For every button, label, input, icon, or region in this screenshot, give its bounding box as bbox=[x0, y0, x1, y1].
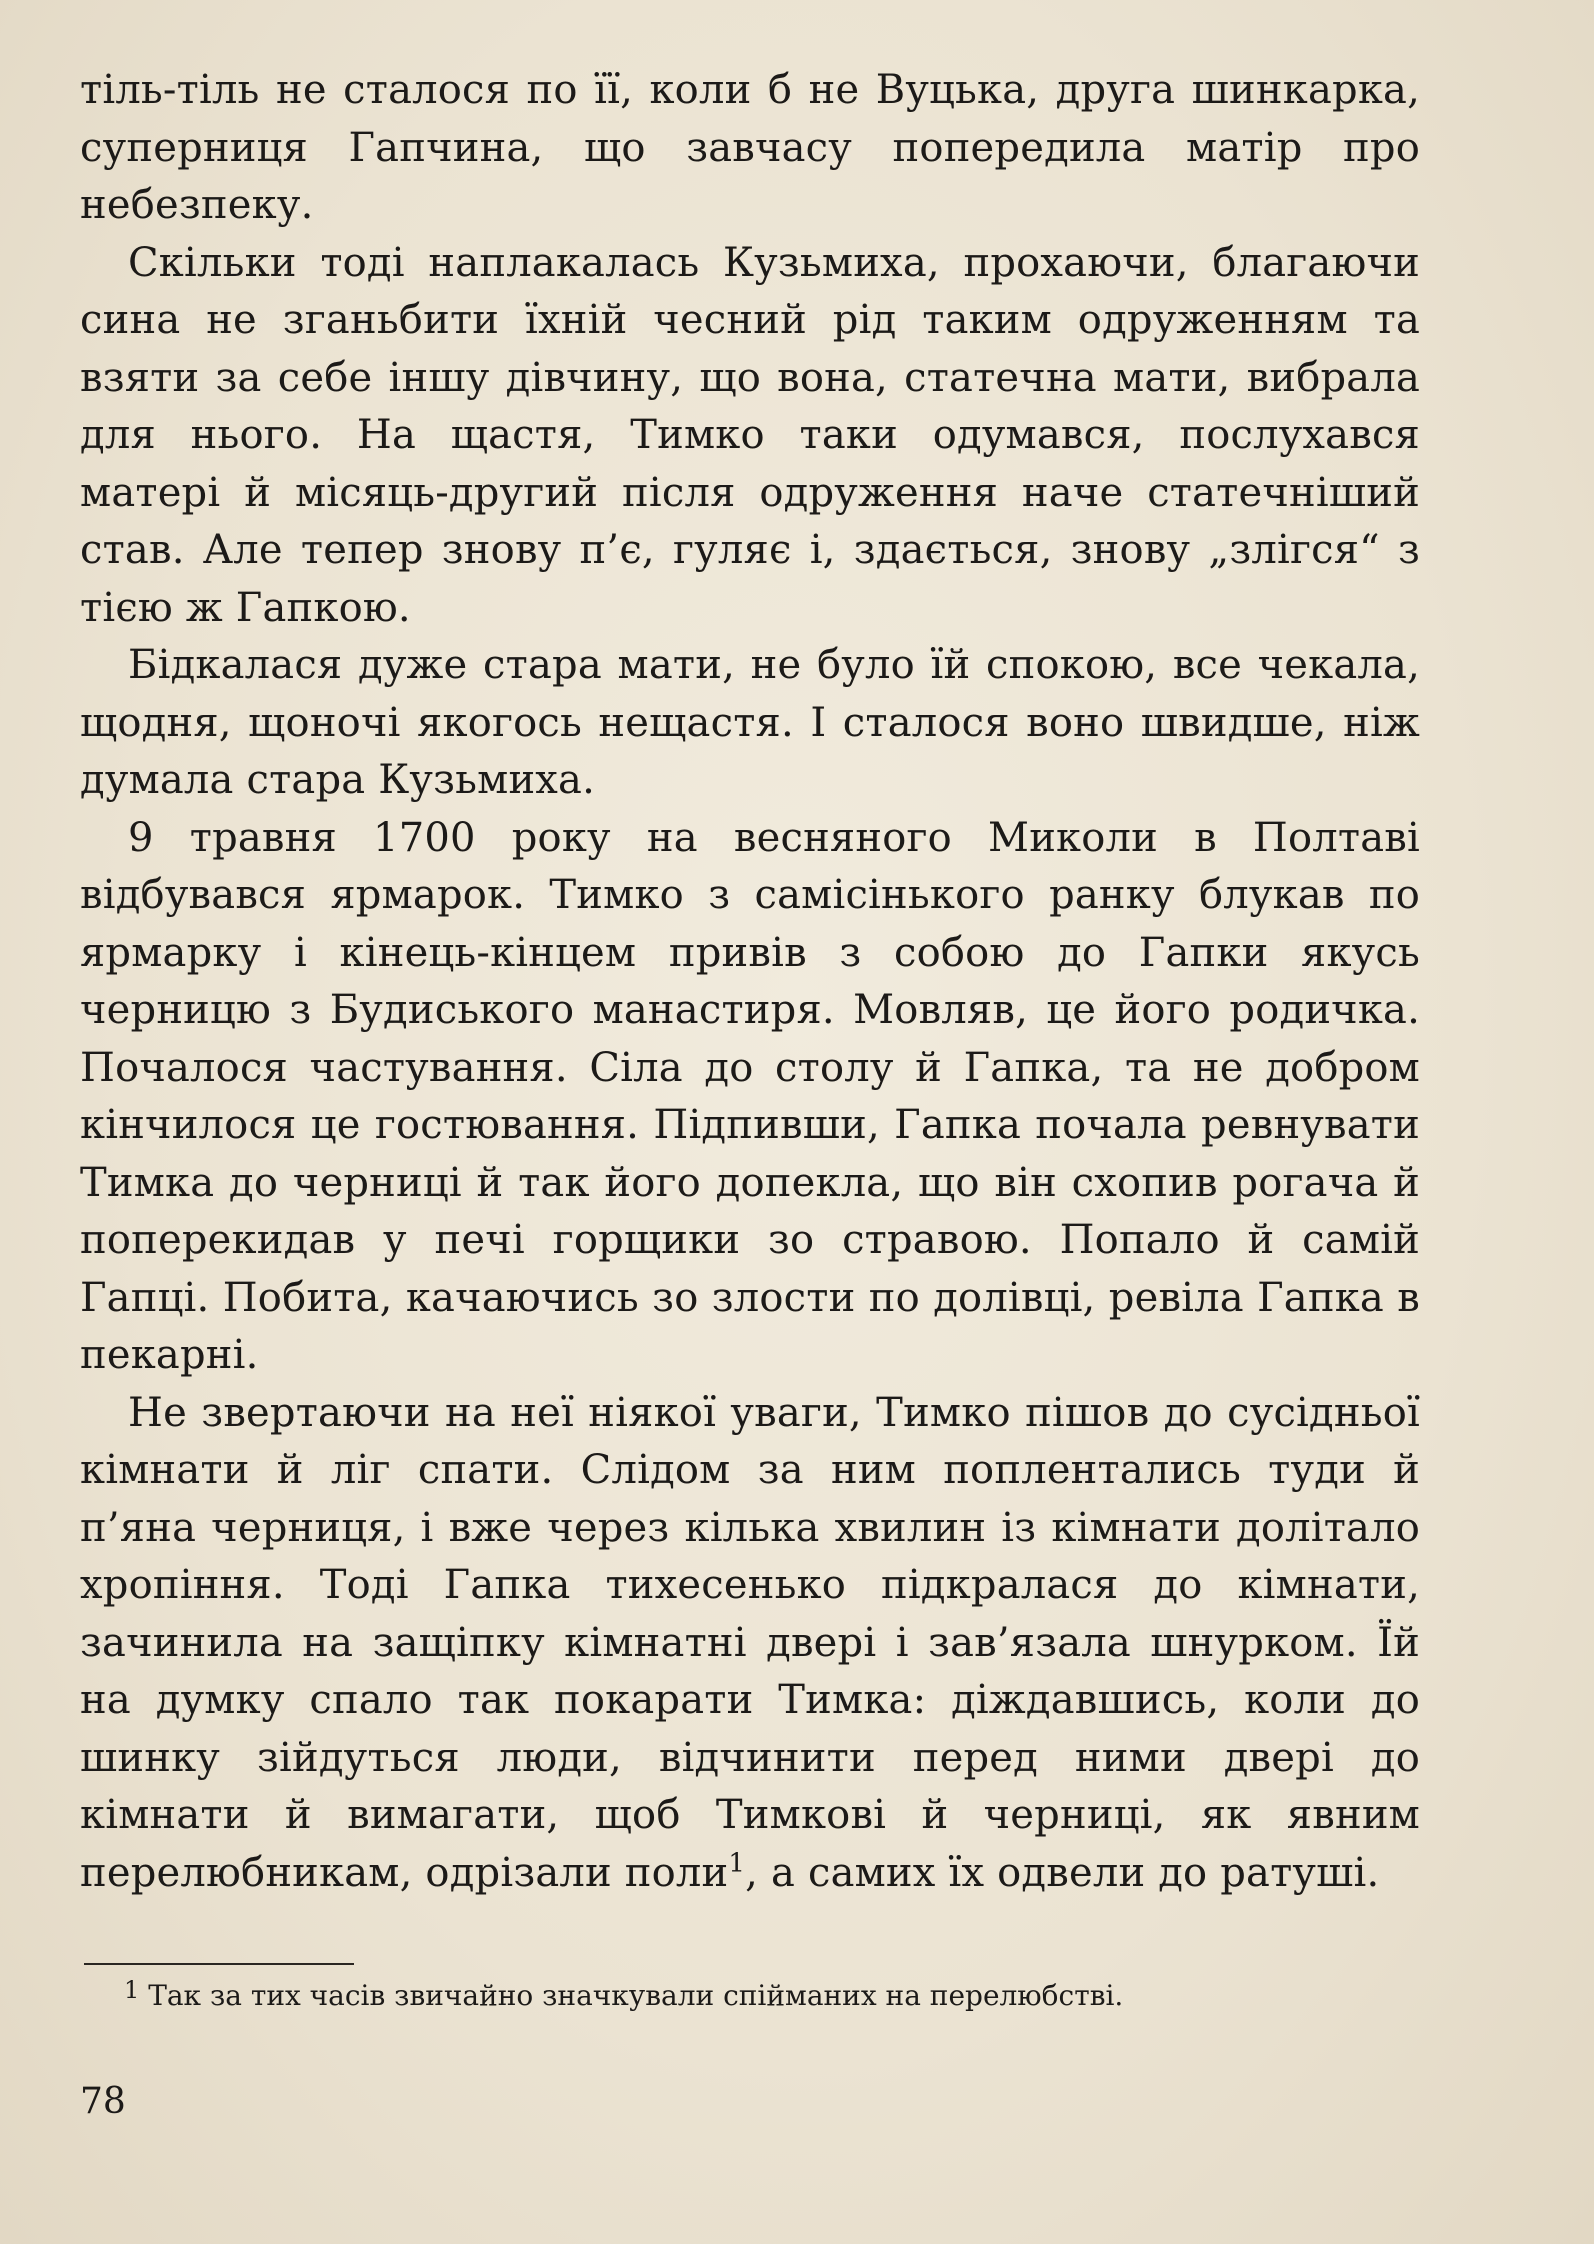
paragraph-5-text: Не звертаючи на неї ніякої уваги, Тимко пішов до сусідньої кімнати й ліг спати. Слідом за ним поплентались туди й п’яна черниця, і вже через кілька хвилин із кімнати долітало хропіння. Тоді Гапка тихесенько підкралася до кімнати, зачинила на защіпку кімнатні двері і зав’язала шнурком. Їй на думку спало так покарати Тимка: діждавшись, коли до шинку зійдуться люди, відчинити перед ними двері до кімнати й вимагати, щоб Тимкові й черниці, як явним перелюбникам, одрізали поли bbox=[80, 1389, 1420, 1896]
main-text bbox=[80, 62, 1420, 1902]
footnote-text: Так за тих часів звичайно значкували спійманих на перелюбстві. bbox=[148, 1979, 1124, 2012]
page-number: 78 bbox=[80, 2081, 126, 2122]
footnote-reference: 1 bbox=[728, 1848, 746, 1879]
paragraph-4: 9 травня 1700 року на весняного Миколи в Полтаві відбувався ярмарок. Тимко з самісінького ранку блукав по ярмарку і кінець-кінцем привів з собою до Гапки якусь черницю з Будиського манастиря. Мовляв, це його родичка. Почалося частування. Сіла до столу й Гапка, та не добром кінчилося це гостювання. Підпивши, Гапка почала ревнувати Тимка до черниці й так його допекла, що він схопив рогача й поперекидав у печі горщики зо стравою. Попало й самій Гапці. Побита, качаючись зо злости по долівці, ревіла Гапка в пекарні. bbox=[80, 814, 1420, 1378]
footnote bbox=[80, 1975, 1420, 2017]
footnote-mark: 1 bbox=[124, 1975, 140, 2004]
paragraph-5-tail: , а самих їх одвели до ратуші. bbox=[745, 1849, 1380, 1896]
footnote-divider bbox=[84, 1963, 354, 1965]
paragraph-5 bbox=[80, 1385, 1420, 1903]
paragraph-1: тіль-тіль не сталося по її, коли б не Вуцька, друга шинкарка, суперниця Гапчина, що завчасу попередила матір про небезпеку. bbox=[80, 67, 1420, 228]
paragraph-3: Бідкалася дуже стара мати, не було їй спокою, все чекала, щодня, щоночі якогось нещастя. І сталося воно швидше, ніж думала стара Кузьмиха. bbox=[80, 642, 1420, 803]
paragraph-2: Скільки тоді наплакалась Кузьмиха, прохаючи, благаючи сина не зганьбити їхній чесний рід таким одруженням та взяти за себе іншу дівчину, що вона, статечна мати, вибрала для нього. На щастя, Тимко таки одумався, послухався матері й місяць-другий після одруження наче статечніший став. Але тепер знову п’є, гуляє і, здається, знову „злігся“ з тією ж Гапкою. bbox=[80, 239, 1420, 631]
